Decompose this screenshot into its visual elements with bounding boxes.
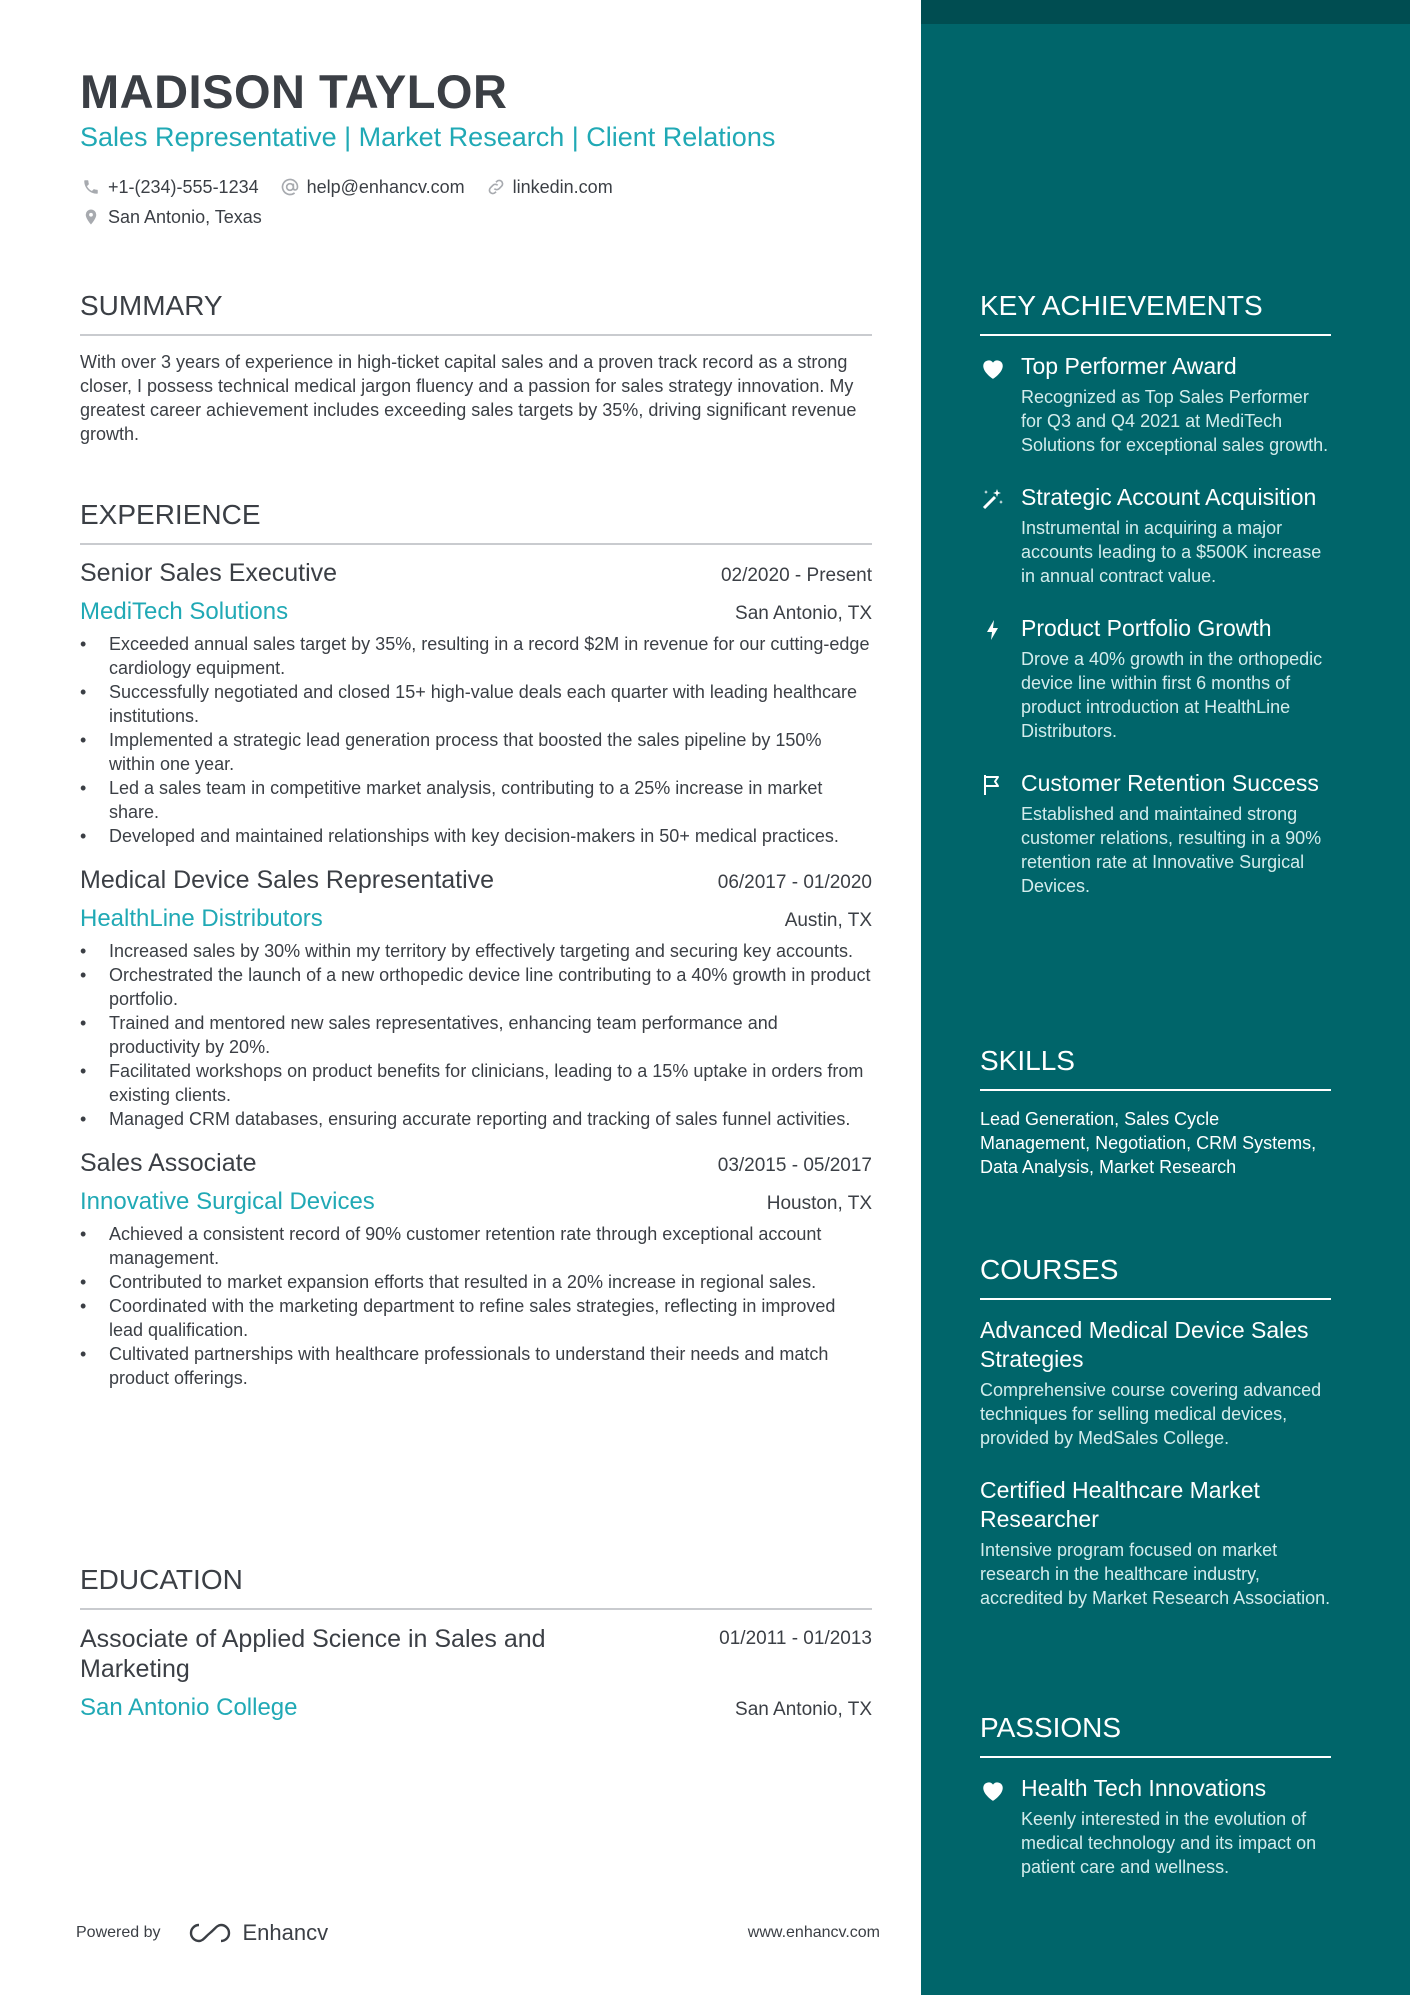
passion-desc: Keenly interested in the evolution of medical technology and its impact on patient care and wellness. [1021,1809,1317,1877]
course-item [980,1476,1331,1610]
skills-section [980,1045,1331,1179]
summary-section [80,290,872,446]
job-entry [80,1149,872,1390]
linkedin-text: linkedin.com [512,176,613,197]
contact-info [80,172,840,232]
bullet: • Exceeded annual sales target by 35%, resulting in a record $2M in revenue for our cutting-edge cardiology equipment. [80,632,872,680]
achievement-desc: Drove a 40% growth in the orthopedic device line within first 6 months of product introduction at HealthLine Distributors. [1021,649,1323,741]
job-title: Sales Associate [80,1149,257,1177]
achievement-item [980,614,1331,743]
achievement-title: Strategic Account Acquisition [1021,484,1317,510]
passions-title: PASSIONS [980,1712,1331,1758]
achievement-item [980,769,1331,898]
candidate-headline: Sales Representative | Market Research | Client Relations [80,122,776,152]
skills-list: Lead Generation, Sales Cycle Management, Negotiation, CRM Systems, Data Analysis, Market Research [980,1109,1317,1177]
job-date: 03/2015 - 05/2017 [717,1155,872,1176]
courses-section [980,1254,1331,1610]
link-icon [485,176,507,198]
bullet: • Trained and mentored new sales representatives, enhancing team performance and productivity by 20%. [80,1011,872,1059]
school-name: San Antonio College [80,1694,298,1721]
achievements-title: KEY ACHIEVEMENTS [980,290,1331,336]
powered-by [76,1920,328,1946]
heart-icon [980,1774,1021,1879]
courses-title: COURSES [980,1254,1331,1300]
company-name: HealthLine Distributors [80,905,323,932]
magic-wand-icon [980,483,1021,588]
sidebar [921,0,1410,1995]
phone-text: +1-(234)-555-1234 [108,176,259,197]
achievement-item [980,483,1331,588]
achievement-desc: Instrumental in acquiring a major accounts leading to a $500K increase in annual contract value. [1021,518,1322,586]
location-pin-icon [80,206,102,228]
bullet: • Led a sales team in competitive market analysis, contributing to a 25% increase in market share. [80,776,872,824]
skills-title: SKILLS [980,1045,1331,1091]
powered-by-label: Powered by [76,1924,161,1941]
enhancv-logo-icon [187,1921,233,1945]
bullet: • Achieved a consistent record of 90% customer retention rate through exceptional account management. [80,1222,872,1270]
bullet: • Implemented a strategic lead generation process that boosted the sales pipeline by 150% within one year. [80,728,872,776]
passion-title: Health Tech Innovations [1021,1775,1267,1801]
bullet: • Coordinated with the marketing department to refine sales strategies, reflecting in improved lead qualification. [80,1294,872,1342]
contact-phone[interactable] [80,176,259,198]
education-title: EDUCATION [80,1564,872,1610]
job-date: 02/2020 - Present [720,565,872,586]
location-text: San Antonio, Texas [108,206,262,227]
sidebar-top-band [921,0,1410,24]
brand-logo[interactable] [187,1920,329,1946]
candidate-name: MADISON TAYLOR [80,65,508,118]
brand-name: Enhancv [242,1920,329,1945]
heart-icon [980,352,1021,457]
bullet: • Managed CRM databases, ensuring accurate reporting and tracking of sales funnel activities. [80,1107,872,1131]
job-entry [80,559,872,848]
achievement-desc: Recognized as Top Sales Performer for Q3 and Q4 2021 at MediTech Solutions for exceptional sales growth. [1021,387,1329,455]
company-name: MediTech Solutions [80,598,289,625]
lightning-icon [980,614,1021,743]
job-bullets [80,939,872,1131]
achievements-section [980,290,1331,898]
summary-title: SUMMARY [80,290,872,336]
job-entry [80,866,872,1131]
company-name: Innovative Surgical Devices [80,1188,375,1215]
course-item [980,1316,1331,1450]
contact-email[interactable] [279,176,465,198]
bullet: • Cultivated partnerships with healthcare professionals to understand their needs and match product offerings. [80,1342,872,1390]
achievement-title: Product Portfolio Growth [1021,615,1272,641]
achievement-item [980,352,1331,457]
passions-section [980,1712,1331,1879]
footer [76,1913,880,1953]
at-icon [279,176,301,198]
experience-section [80,499,872,1390]
phone-icon [80,176,102,198]
contact-linkedin[interactable] [485,176,613,198]
achievement-title: Customer Retention Success [1021,770,1319,796]
contact-location [80,206,262,228]
bullet: • Facilitated workshops on product benefits for clinicians, leading to a 15% uptake in orders from existing clients. [80,1059,872,1107]
course-title: Advanced Medical Device Sales Strategies [980,1317,1309,1372]
job-title: Senior Sales Executive [80,559,338,587]
bullet: • Developed and maintained relationships with key decision-makers in 50+ medical practices. [80,824,872,848]
course-desc: Comprehensive course covering advanced techniques for selling medical devices, provided by MedSales College. [980,1380,1322,1448]
bullet: • Increased sales by 30% within my territory by effectively targeting and securing key accounts. [80,939,872,963]
achievement-desc: Established and maintained strong customer relations, resulting in a 90% retention rate at Innovative Surgical Devices. [1021,804,1322,896]
education-date: 01/2011 - 01/2013 [719,1628,872,1649]
job-bullets [80,1222,872,1390]
course-desc: Intensive program focused on market research in the healthcare industry, accredited by Market Research Association. [980,1540,1331,1608]
email-text: help@enhancv.com [306,176,465,197]
flag-icon [980,769,1021,898]
achievement-title: Top Performer Award [1021,353,1237,379]
education-entry [80,1624,872,1722]
summary-text: With over 3 years of experience in high-ticket capital sales and a proven track record as a strong closer, I possess technical medical jargon fluency and a passion for sales strategy innovation. My greatest career achievement includes exceeding sales targets by 35%, driving significant revenue growth. [80,352,857,444]
degree-title: Associate of Applied Science in Sales and Marketing [80,1625,546,1683]
job-bullets [80,632,872,848]
education-section [80,1564,872,1722]
experience-title: EXPERIENCE [80,499,872,545]
job-location: Austin, TX [784,910,872,931]
job-title: Medical Device Sales Representative [80,866,495,894]
bullet: • Orchestrated the launch of a new orthopedic device line contributing to a 40% growth in product portfolio. [80,963,872,1011]
course-title: Certified Healthcare Market Researcher [980,1477,1260,1532]
job-location: Houston, TX [766,1193,872,1214]
job-location: San Antonio, TX [735,603,872,624]
website-link[interactable]: www.enhancv.com [747,1924,880,1941]
bullet: • Contributed to market expansion efforts that resulted in a 20% increase in regional sales. [80,1270,872,1294]
bullet: • Successfully negotiated and closed 15+ high-value deals each quarter with leading healthcare institutions. [80,680,872,728]
education-location: San Antonio, TX [735,1699,872,1720]
passion-item [980,1774,1331,1879]
job-date: 06/2017 - 01/2020 [717,872,872,893]
